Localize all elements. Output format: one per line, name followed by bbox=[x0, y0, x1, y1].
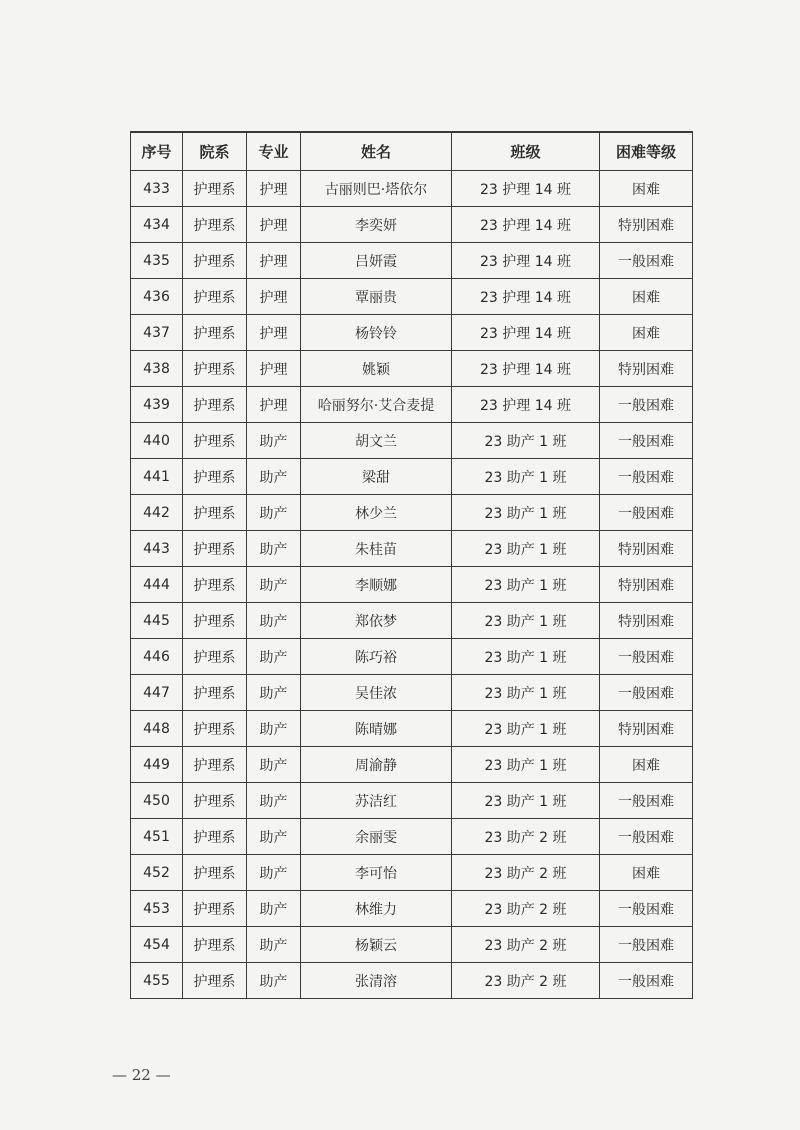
row-level: 一般困难 bbox=[600, 459, 693, 495]
header-row bbox=[131, 132, 693, 171]
row-major: 助产 bbox=[247, 675, 301, 711]
row-major: 护理 bbox=[247, 207, 301, 243]
table-row bbox=[131, 711, 693, 747]
table-row bbox=[131, 351, 693, 387]
header-level: 困难等级 bbox=[600, 132, 693, 171]
row-class: 23 助产 2 班 bbox=[452, 963, 600, 999]
table-row bbox=[131, 171, 693, 207]
row-major: 助产 bbox=[247, 459, 301, 495]
row-class: 23 助产 1 班 bbox=[452, 639, 600, 675]
table-header bbox=[131, 132, 693, 171]
page-number: — 22 — bbox=[112, 1066, 171, 1084]
table-row bbox=[131, 783, 693, 819]
row-major: 助产 bbox=[247, 639, 301, 675]
row-class: 23 助产 1 班 bbox=[452, 711, 600, 747]
row-seq: 446 bbox=[131, 639, 183, 675]
table-row bbox=[131, 963, 693, 999]
row-major: 助产 bbox=[247, 855, 301, 891]
row-name: 朱桂苗 bbox=[301, 531, 452, 567]
row-class: 23 助产 1 班 bbox=[452, 675, 600, 711]
row-seq: 448 bbox=[131, 711, 183, 747]
header-major: 专业 bbox=[247, 132, 301, 171]
row-dept: 护理系 bbox=[183, 639, 247, 675]
row-seq: 434 bbox=[131, 207, 183, 243]
table-row bbox=[131, 387, 693, 423]
row-dept: 护理系 bbox=[183, 675, 247, 711]
row-level: 困难 bbox=[600, 315, 693, 351]
row-dept: 护理系 bbox=[183, 927, 247, 963]
row-name: 林维力 bbox=[301, 891, 452, 927]
row-level: 特别困难 bbox=[600, 567, 693, 603]
row-seq: 441 bbox=[131, 459, 183, 495]
row-level: 困难 bbox=[600, 279, 693, 315]
row-dept: 护理系 bbox=[183, 747, 247, 783]
row-seq: 449 bbox=[131, 747, 183, 783]
row-seq: 439 bbox=[131, 387, 183, 423]
row-class: 23 助产 2 班 bbox=[452, 819, 600, 855]
row-class: 23 助产 1 班 bbox=[452, 567, 600, 603]
row-seq: 453 bbox=[131, 891, 183, 927]
row-seq: 447 bbox=[131, 675, 183, 711]
row-major: 助产 bbox=[247, 783, 301, 819]
row-class: 23 护理 14 班 bbox=[452, 243, 600, 279]
row-level: 一般困难 bbox=[600, 819, 693, 855]
row-major: 护理 bbox=[247, 387, 301, 423]
row-level: 一般困难 bbox=[600, 495, 693, 531]
table-row bbox=[131, 639, 693, 675]
row-major: 助产 bbox=[247, 819, 301, 855]
row-dept: 护理系 bbox=[183, 423, 247, 459]
row-name: 古丽则巴·塔依尔 bbox=[301, 171, 452, 207]
row-name: 杨铃铃 bbox=[301, 315, 452, 351]
row-level: 困难 bbox=[600, 855, 693, 891]
table-row bbox=[131, 927, 693, 963]
row-class: 23 护理 14 班 bbox=[452, 351, 600, 387]
row-class: 23 助产 1 班 bbox=[452, 531, 600, 567]
row-dept: 护理系 bbox=[183, 171, 247, 207]
row-class: 23 助产 2 班 bbox=[452, 927, 600, 963]
row-level: 一般困难 bbox=[600, 675, 693, 711]
row-seq: 435 bbox=[131, 243, 183, 279]
row-seq: 443 bbox=[131, 531, 183, 567]
row-class: 23 助产 1 班 bbox=[452, 459, 600, 495]
row-name: 李可怡 bbox=[301, 855, 452, 891]
row-level: 特别困难 bbox=[600, 531, 693, 567]
row-major: 助产 bbox=[247, 927, 301, 963]
row-level: 困难 bbox=[600, 747, 693, 783]
row-dept: 护理系 bbox=[183, 603, 247, 639]
row-class: 23 护理 14 班 bbox=[452, 315, 600, 351]
table-row bbox=[131, 891, 693, 927]
row-seq: 454 bbox=[131, 927, 183, 963]
row-seq: 452 bbox=[131, 855, 183, 891]
row-class: 23 助产 1 班 bbox=[452, 495, 600, 531]
row-level: 一般困难 bbox=[600, 387, 693, 423]
row-major: 助产 bbox=[247, 603, 301, 639]
row-dept: 护理系 bbox=[183, 567, 247, 603]
table-row bbox=[131, 207, 693, 243]
student-roster-table bbox=[130, 131, 693, 999]
row-level: 一般困难 bbox=[600, 963, 693, 999]
row-seq: 437 bbox=[131, 315, 183, 351]
row-major: 助产 bbox=[247, 531, 301, 567]
row-name: 吴佳浓 bbox=[301, 675, 452, 711]
table-row bbox=[131, 279, 693, 315]
row-name: 梁甜 bbox=[301, 459, 452, 495]
table-row bbox=[131, 495, 693, 531]
row-level: 特别困难 bbox=[600, 711, 693, 747]
row-level: 一般困难 bbox=[600, 423, 693, 459]
row-class: 23 护理 14 班 bbox=[452, 387, 600, 423]
row-seq: 442 bbox=[131, 495, 183, 531]
row-name: 苏洁红 bbox=[301, 783, 452, 819]
row-level: 一般困难 bbox=[600, 891, 693, 927]
row-class: 23 助产 2 班 bbox=[452, 891, 600, 927]
row-level: 一般困难 bbox=[600, 639, 693, 675]
row-major: 助产 bbox=[247, 963, 301, 999]
row-level: 特别困难 bbox=[600, 351, 693, 387]
row-level: 一般困难 bbox=[600, 783, 693, 819]
row-class: 23 护理 14 班 bbox=[452, 207, 600, 243]
row-major: 护理 bbox=[247, 171, 301, 207]
row-name: 余丽雯 bbox=[301, 819, 452, 855]
row-major: 护理 bbox=[247, 279, 301, 315]
table-row bbox=[131, 855, 693, 891]
header-class: 班级 bbox=[452, 132, 600, 171]
header-dept: 院系 bbox=[183, 132, 247, 171]
row-dept: 护理系 bbox=[183, 351, 247, 387]
row-dept: 护理系 bbox=[183, 783, 247, 819]
row-name: 姚颖 bbox=[301, 351, 452, 387]
row-name: 陈巧裕 bbox=[301, 639, 452, 675]
row-seq: 433 bbox=[131, 171, 183, 207]
row-major: 助产 bbox=[247, 567, 301, 603]
row-class: 23 助产 2 班 bbox=[452, 855, 600, 891]
row-dept: 护理系 bbox=[183, 387, 247, 423]
row-seq: 455 bbox=[131, 963, 183, 999]
table-row bbox=[131, 459, 693, 495]
header-seq: 序号 bbox=[131, 132, 183, 171]
row-dept: 护理系 bbox=[183, 459, 247, 495]
row-level: 特别困难 bbox=[600, 207, 693, 243]
header-name: 姓名 bbox=[301, 132, 452, 171]
row-major: 助产 bbox=[247, 423, 301, 459]
row-major: 护理 bbox=[247, 351, 301, 387]
row-name: 林少兰 bbox=[301, 495, 452, 531]
row-name: 郑依梦 bbox=[301, 603, 452, 639]
row-class: 23 护理 14 班 bbox=[452, 279, 600, 315]
row-seq: 444 bbox=[131, 567, 183, 603]
row-level: 一般困难 bbox=[600, 243, 693, 279]
row-seq: 445 bbox=[131, 603, 183, 639]
row-level: 困难 bbox=[600, 171, 693, 207]
table-row bbox=[131, 675, 693, 711]
row-name: 周渝静 bbox=[301, 747, 452, 783]
row-dept: 护理系 bbox=[183, 207, 247, 243]
table-row bbox=[131, 423, 693, 459]
row-seq: 438 bbox=[131, 351, 183, 387]
table-row bbox=[131, 315, 693, 351]
row-name: 吕妍霞 bbox=[301, 243, 452, 279]
row-dept: 护理系 bbox=[183, 891, 247, 927]
table-row bbox=[131, 531, 693, 567]
row-class: 23 助产 1 班 bbox=[452, 783, 600, 819]
row-seq: 451 bbox=[131, 819, 183, 855]
row-class: 23 助产 1 班 bbox=[452, 423, 600, 459]
row-major: 助产 bbox=[247, 891, 301, 927]
row-major: 助产 bbox=[247, 747, 301, 783]
row-class: 23 助产 1 班 bbox=[452, 747, 600, 783]
row-name: 胡文兰 bbox=[301, 423, 452, 459]
row-name: 李顺娜 bbox=[301, 567, 452, 603]
row-major: 护理 bbox=[247, 243, 301, 279]
row-dept: 护理系 bbox=[183, 495, 247, 531]
row-seq: 436 bbox=[131, 279, 183, 315]
table-row bbox=[131, 747, 693, 783]
row-dept: 护理系 bbox=[183, 531, 247, 567]
table-body bbox=[131, 171, 693, 999]
row-dept: 护理系 bbox=[183, 711, 247, 747]
row-major: 助产 bbox=[247, 495, 301, 531]
row-dept: 护理系 bbox=[183, 819, 247, 855]
row-dept: 护理系 bbox=[183, 315, 247, 351]
table-row bbox=[131, 243, 693, 279]
row-name: 陈晴娜 bbox=[301, 711, 452, 747]
row-level: 一般困难 bbox=[600, 927, 693, 963]
row-dept: 护理系 bbox=[183, 243, 247, 279]
row-dept: 护理系 bbox=[183, 855, 247, 891]
row-level: 特别困难 bbox=[600, 603, 693, 639]
row-name: 张清溶 bbox=[301, 963, 452, 999]
row-dept: 护理系 bbox=[183, 963, 247, 999]
row-name: 哈丽努尔·艾合麦提 bbox=[301, 387, 452, 423]
row-class: 23 助产 1 班 bbox=[452, 603, 600, 639]
row-class: 23 护理 14 班 bbox=[452, 171, 600, 207]
row-dept: 护理系 bbox=[183, 279, 247, 315]
row-major: 护理 bbox=[247, 315, 301, 351]
table-row bbox=[131, 603, 693, 639]
row-name: 杨颖云 bbox=[301, 927, 452, 963]
row-name: 覃丽贵 bbox=[301, 279, 452, 315]
table-row bbox=[131, 819, 693, 855]
row-name: 李奕妍 bbox=[301, 207, 452, 243]
row-seq: 450 bbox=[131, 783, 183, 819]
row-seq: 440 bbox=[131, 423, 183, 459]
row-major: 助产 bbox=[247, 711, 301, 747]
table-row bbox=[131, 567, 693, 603]
